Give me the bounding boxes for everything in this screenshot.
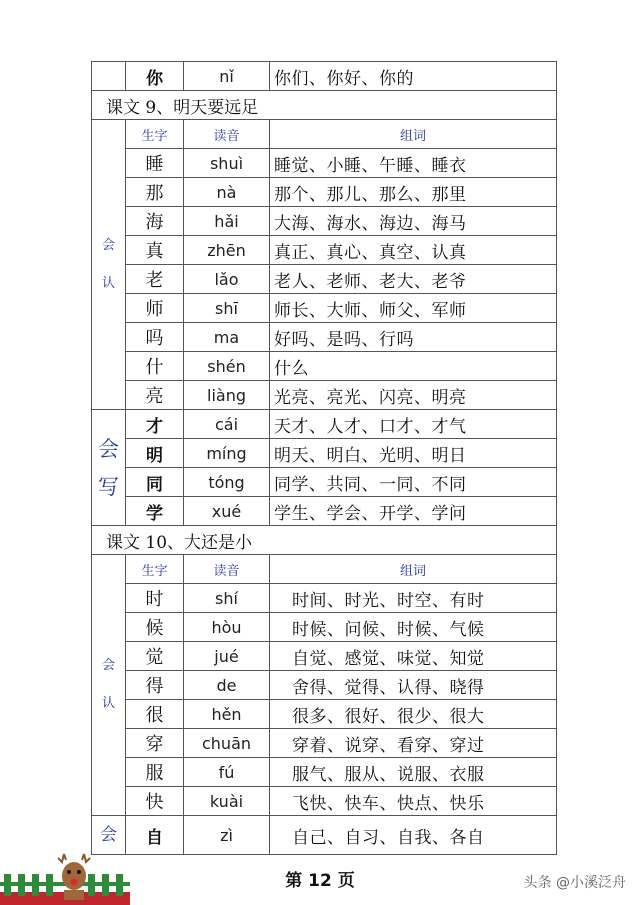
pinyin-cell: míng <box>184 439 270 468</box>
words-cell: 光亮、亮光、闪亮、明亮 <box>270 381 557 410</box>
group-label-char: 会 <box>101 658 115 673</box>
table-row <box>92 236 557 265</box>
pinyin-cell: cái <box>184 410 270 439</box>
table-row <box>92 700 557 729</box>
char-cell: 穿 <box>126 729 184 758</box>
words-cell: 学生、学会、开学、学问 <box>270 497 557 526</box>
pinyin-cell: fú <box>184 758 270 787</box>
char-cell: 睡 <box>126 149 184 178</box>
char-cell: 明 <box>126 439 184 468</box>
pinyin-cell: tóng <box>184 468 270 497</box>
char-cell: 你 <box>126 62 184 91</box>
char-cell: 什 <box>126 352 184 381</box>
words-cell: 明天、明白、光明、明日 <box>270 439 557 468</box>
vocabulary-table <box>91 61 557 855</box>
table-row <box>92 816 557 855</box>
column-header-pinyin: 读音 <box>184 120 270 149</box>
char-cell: 很 <box>126 700 184 729</box>
words-cell: 天才、人才、口才、才气 <box>270 410 557 439</box>
column-header-words: 组词 <box>270 555 557 584</box>
group-label-char: 会 <box>98 436 119 461</box>
pinyin-cell: shī <box>184 294 270 323</box>
lesson-title-row <box>92 91 557 120</box>
lesson-title-row <box>92 526 557 555</box>
header-row <box>92 555 557 584</box>
empty-cell <box>92 62 126 91</box>
words-cell: 穿着、说穿、看穿、穿过 <box>270 729 557 758</box>
char-cell: 学 <box>126 497 184 526</box>
table-row <box>92 642 557 671</box>
group-label-char: 会 <box>100 825 117 845</box>
table-row <box>92 671 557 700</box>
table-row <box>92 468 557 497</box>
char-cell: 自 <box>126 816 184 855</box>
char-cell: 同 <box>126 468 184 497</box>
pinyin-cell: lǎo <box>184 265 270 294</box>
pinyin-cell: hǎi <box>184 207 270 236</box>
page-number: 第 12 页 <box>285 871 355 891</box>
table-row <box>92 149 557 178</box>
pinyin-cell: liàng <box>184 381 270 410</box>
pinyin-cell: ma <box>184 323 270 352</box>
table-row <box>92 323 557 352</box>
table-row <box>92 178 557 207</box>
pinyin-cell: shén <box>184 352 270 381</box>
words-cell: 服气、服从、说服、衣服 <box>270 758 557 787</box>
char-cell: 海 <box>126 207 184 236</box>
table-row <box>92 62 557 91</box>
table-row <box>92 439 557 468</box>
pinyin-cell: hòu <box>184 613 270 642</box>
char-cell: 快 <box>126 787 184 816</box>
pinyin-cell: hěn <box>184 700 270 729</box>
table-row <box>92 381 557 410</box>
pinyin-cell: zhēn <box>184 236 270 265</box>
words-cell: 自己、自习、自我、各自 <box>270 816 557 855</box>
words-cell: 那个、那儿、那么、那里 <box>270 178 557 207</box>
table-row <box>92 758 557 787</box>
pinyin-cell: shuì <box>184 149 270 178</box>
table-row <box>92 207 557 236</box>
char-cell: 师 <box>126 294 184 323</box>
table-row <box>92 352 557 381</box>
group-label-recognize <box>92 555 126 816</box>
char-cell: 得 <box>126 671 184 700</box>
group-label-write <box>92 410 126 526</box>
char-cell: 那 <box>126 178 184 207</box>
char-cell: 才 <box>126 410 184 439</box>
lesson-title: 课文 9、明天要远足 <box>92 91 557 120</box>
pinyin-cell: nǐ <box>184 62 270 91</box>
words-cell: 时间、时光、时空、有时 <box>270 584 557 613</box>
group-label-char: 认 <box>101 275 115 291</box>
column-header-char: 生字 <box>126 555 184 584</box>
words-cell: 老人、老师、老大、老爷 <box>270 265 557 294</box>
group-label-recognize <box>92 120 126 410</box>
pinyin-cell: de <box>184 671 270 700</box>
char-cell: 真 <box>126 236 184 265</box>
pinyin-cell: kuài <box>184 787 270 816</box>
group-label-char: 写 <box>98 474 119 499</box>
char-cell: 亮 <box>126 381 184 410</box>
table-row <box>92 265 557 294</box>
pinyin-cell: chuān <box>184 729 270 758</box>
pinyin-cell: zì <box>184 816 270 855</box>
words-cell: 真正、真心、真空、认真 <box>270 236 557 265</box>
pinyin-cell: xué <box>184 497 270 526</box>
words-cell: 舍得、觉得、认得、晓得 <box>270 671 557 700</box>
group-label-write <box>92 816 126 855</box>
words-cell: 自觉、感觉、味觉、知觉 <box>270 642 557 671</box>
column-header-words: 组词 <box>270 120 557 149</box>
char-cell: 服 <box>126 758 184 787</box>
column-header-char: 生字 <box>126 120 184 149</box>
pinyin-cell: jué <box>184 642 270 671</box>
group-label-char: 会 <box>101 237 115 253</box>
table-row <box>92 613 557 642</box>
words-cell: 时候、问候、时候、气候 <box>270 613 557 642</box>
char-cell: 时 <box>126 584 184 613</box>
words-cell: 飞快、快车、快点、快乐 <box>270 787 557 816</box>
table-row <box>92 497 557 526</box>
words-cell: 师长、大师、师父、军师 <box>270 294 557 323</box>
char-cell: 老 <box>126 265 184 294</box>
table-row <box>92 729 557 758</box>
char-cell: 吗 <box>126 323 184 352</box>
watermark: 头条 @小溪泛舟 <box>523 875 626 891</box>
lesson-title: 课文 10、大还是小 <box>92 526 557 555</box>
words-cell: 好吗、是吗、行吗 <box>270 323 557 352</box>
table-row <box>92 294 557 323</box>
table-row <box>92 787 557 816</box>
group-label-char: 认 <box>101 696 115 711</box>
pinyin-cell: shí <box>184 584 270 613</box>
words-cell: 什么 <box>270 352 557 381</box>
table-row <box>92 410 557 439</box>
column-header-pinyin: 读音 <box>184 555 270 584</box>
words-cell: 同学、共同、一同、不同 <box>270 468 557 497</box>
char-cell: 觉 <box>126 642 184 671</box>
table-row <box>92 584 557 613</box>
words-cell: 你们、你好、你的 <box>270 62 557 91</box>
char-cell: 候 <box>126 613 184 642</box>
words-cell: 很多、很好、很少、很大 <box>270 700 557 729</box>
pinyin-cell: nà <box>184 178 270 207</box>
words-cell: 大海、海水、海边、海马 <box>270 207 557 236</box>
words-cell: 睡觉、小睡、午睡、睡衣 <box>270 149 557 178</box>
header-row <box>92 120 557 149</box>
